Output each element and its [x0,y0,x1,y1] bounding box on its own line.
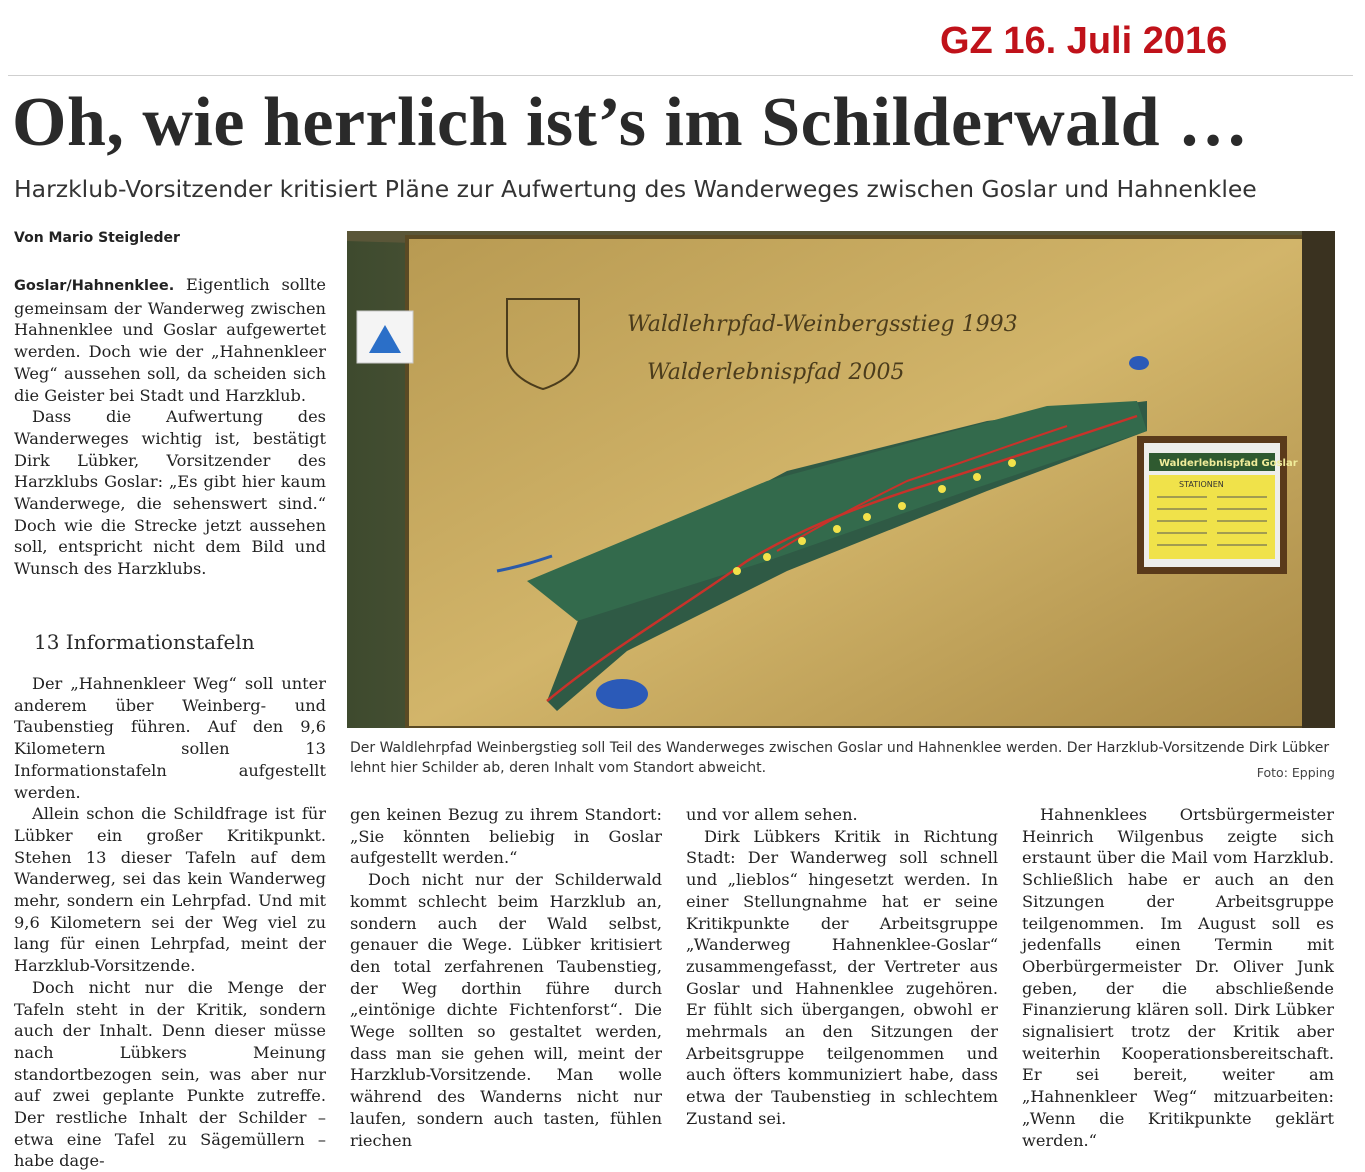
article-subheadline: Harzklub-Vorsitzender kritisiert Pläne zur Aufwertung des Wanderweges zwischen Goslar und Hahnenklee [14,175,1257,203]
article-column-2 [350,804,662,1151]
top-rule [8,75,1353,76]
paragraph: Allein schon die Schildfrage ist für Lübker ein großer Kritikpunkt. Stehen 13 dieser Tafeln auf dem Wanderweg, sei das kein Wanderweg mehr, sondern ein Lehrpfad. Und mit 9,6 Kilometern sei der Weg viel zu lang für einen Lehrpfad, meint der Harzklub-Vorsitzende. [14,804,326,976]
photo-credit: Foto: Epping [1256,765,1335,780]
paragraph: Hahnenklees Ortsbürgermeister Heinrich Wilgenbus zeigte sich erstaunt über die Mail vom Harzklub. Schließlich habe er auch an den Sitzungen der Arbeitsgruppe teilgenommen. Im August soll es jedenfalls einen Termin mit Oberbürgermeister Dr. Oliver Junk geben, der die abschließende Finanzierung klären soll. Dirk Lübker signalisiert trotz der Kritik aber weiterhin Kooperationsbereitschaft. Er sei bereit, weiter am „Hahnenkleer Weg“ mitzuarbeiten: „Wenn die Kritikpunkte geklärt werden.“ [1022,805,1334,1150]
paragraph: und vor allem sehen. [686,805,858,824]
paragraph: Doch nicht nur die Menge der Tafeln steht in der Kritik, sondern auch der Inhalt. Denn dieser müsse nach Lübkers Meinung standortbezogen sein, was aber nur auf zwei geplante Punkte zutreffe. Der restliche Inhalt der Schilder – etwa eine Tafel zu Sägemüllern – habe dage- [14,977,326,1171]
article-column-1 [14,274,326,580]
article-column-3 [686,804,998,1130]
info-panel-stations-label: STATIONEN [1179,480,1224,489]
article-column-1-continued [14,673,326,1172]
paragraph: Goslar/Hahnenklee. Eigentlich sollte gemeinsam der Wanderweg zwischen Hahnenklee und Goslar aufgewertet werden. Doch wie der „Hahnenkleer Weg“ aussehen soll, da scheiden sich die Geister bei Stadt und Harzklub. [14,275,326,405]
paragraph: Dass die Aufwertung des Wanderweges wichtig ist, bestätigt Dirk Lübker, Vorsitzender des Harzklubs Goslar: „Es gibt hier kaum Wanderwege, die sehenswert sind.“ Doch wie die Strecke jetzt aussehen soll, entspricht nicht dem Bild und Wunsch des Harzklubs. [14,407,326,579]
article-column-4 [1022,804,1334,1151]
board-title-line-2: Walderlebnispfad 2005 [647,360,905,385]
info-panel-title: Walderlebnispfad Goslar [1159,458,1298,469]
paragraph: Doch nicht nur der Schilderwald kommt schlecht beim Harzklub an, sondern auch der Wald selbst, genauer die Wege. Lübker kritisiert den total zerfahrenen Taubenstieg, der Weg dorthin führe durch „eintönige dichte Fichtenforst“. Die Wege sollten so gestaltet werden, dass man sie gehen will, meint der Harzklub-Vorsitzende. Man wolle während des Wanderns nicht nur laufen, sondern auch tasten, fühlen riechen [350,870,662,1150]
article-byline: Von Mario Steigleder [14,230,180,246]
photo-caption: Der Waldlehrpfad Weinbergstieg soll Teil des Wanderweges zwischen Goslar und Hahnenklee werden. Der Harzklub-Vorsitzende Dirk Lübker lehnt hier Schilder ab, deren Inhalt vom Standort abweicht. [350,740,1330,776]
article-photo [347,231,1335,728]
paragraph: Dirk Lübkers Kritik in Richtung Stadt: Der Wanderweg soll schnell und „lieblos“ hingesetzt werden. In einer Stellungnahme hat er seine Kritikpunkte der Arbeitsgruppe „Wanderweg Hahnenklee-Goslar“ zusammengefasst, der Vertreter aus Goslar und Hahnenklee zugehören. Er fühlt sich übergangen, obwohl er mehrmals an den Sitzungen der Arbeitsgruppe teilgenommen und auch öfters kommuniziert habe, dass etwa der Taubenstieg in schlechtem Zustand sei. [686,826,998,1128]
section-subheading: 13 Informationstafeln [34,630,255,654]
trail-map-board-illustration [347,231,1335,728]
paragraph: gen keinen Bezug zu ihrem Standort: „Sie könnten beliebig in Goslar aufgestellt werden.“ [350,805,662,868]
paragraph: Der „Hahnenkleer Weg“ soll unter anderem über Weinberg- und Taubenstieg führen. Auf den 9,6 Kilometern sollen 13 Informationstafeln aufgestellt werden. [14,674,326,802]
dateline: Goslar/Hahnenklee. [14,278,175,294]
article-headline: Oh, wie herrlich ist’s im Schilderwald … [12,84,1249,161]
publication-date-stamp: GZ 16. Juli 2016 [940,20,1228,62]
board-title-line-1: Waldlehrpfad-Weinbergsstieg 1993 [627,312,1018,337]
